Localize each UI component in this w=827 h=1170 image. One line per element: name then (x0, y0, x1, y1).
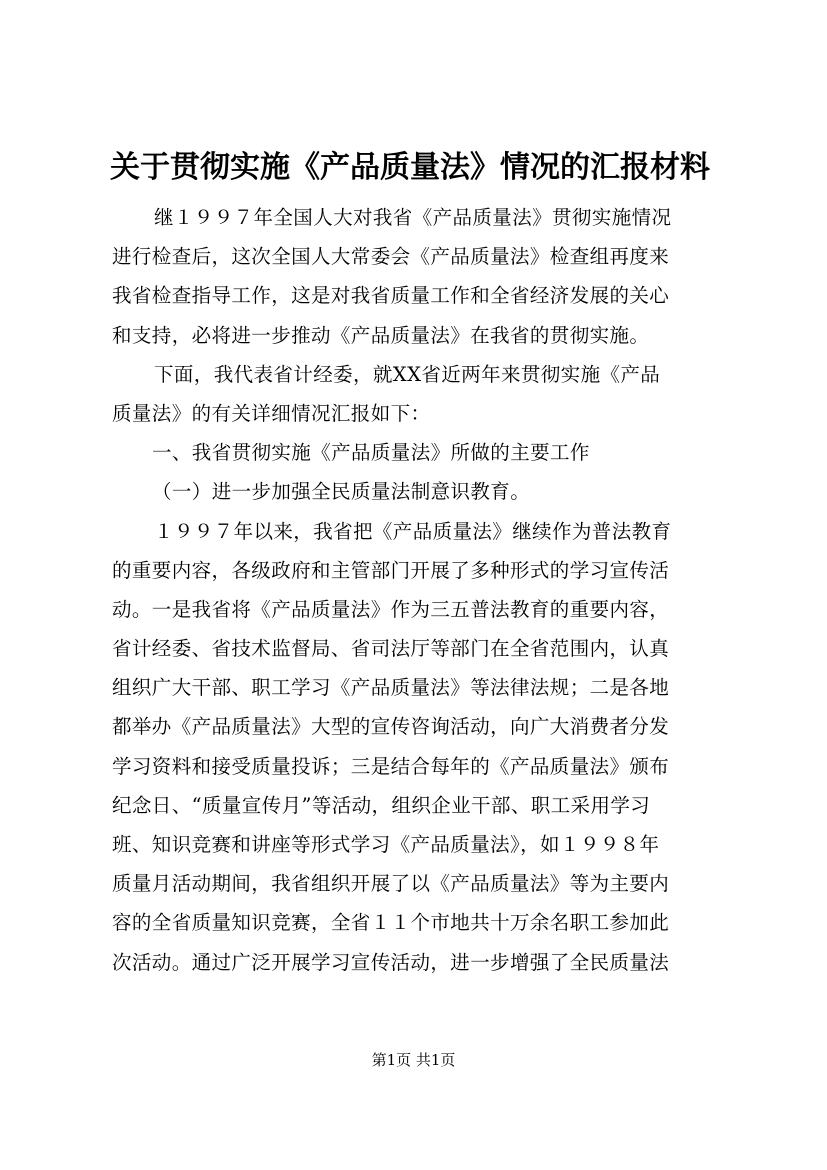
document-title: 关于贯彻实施《产品质量法》情况的汇报材料 (110, 150, 710, 185)
paragraph-line: 进行检查后，这次全国人大常委会《产品质量法》检查组再度来 (112, 245, 670, 269)
paragraph-line: 纪念日、“质量宣传月”等活动，组织企业干部、职工采用学习 (112, 793, 651, 817)
paragraph-line: 动。一是我省将《产品质量法》作为三五普法教育的重要内容， (112, 597, 670, 621)
paragraph-line: 都举办《产品质量法》大型的宣传咨询活动，向广大消费者分发 (112, 715, 670, 739)
paragraph-line: 省计经委、省技术监督局、省司法厅等部门在全省范围内，认真 (112, 637, 670, 661)
paragraph-line: 质量月活动期间，我省组织开展了以《产品质量法》等为主要内 (112, 872, 670, 896)
paragraph-line: 容的全省质量知识竞赛，全省１１个市地共十万余名职工参加此 (112, 911, 670, 935)
paragraph-line: 下面，我代表省计经委，就XX省近两年来贯彻实施《产品 (154, 362, 661, 386)
section-heading: 一、我省贯彻实施《产品质量法》所做的主要工作 (152, 441, 590, 465)
paragraph-line: 学习资料和接受质量投诉；三是结合每年的《产品质量法》颁布 (112, 754, 670, 778)
paragraph-line: １９９７年以来，我省把《产品质量法》继续作为普法教育 (154, 519, 672, 543)
paragraph-line: 班、知识竞赛和讲座等形式学习《产品质量法》，如１９９８年 (112, 833, 660, 856)
paragraph-line: 我省检查指导工作，这是对我省质量工作和全省经济发展的关心 (112, 284, 670, 308)
paragraph-line: 和支持，必将进一步推动《产品质量法》在我省的贯彻实施。 (112, 323, 650, 347)
subsection-heading: （一）进一步加强全民质量法制意识教育。 (152, 480, 531, 504)
paragraph-line: 继１９９７年全国人大对我省《产品质量法》贯彻实施情况 (154, 206, 672, 229)
page-footer: 第1页 共1页 (371, 1051, 456, 1069)
paragraph-line: 质量法》的有关详细情况汇报如下： (112, 401, 431, 425)
paragraph-line: 次活动。通过广泛开展学习宣传活动，进一步增强了全民质量法 (112, 950, 670, 974)
document-body (112, 198, 716, 982)
paragraph-line: 的重要内容，各级政府和主管部门开展了多种形式的学习宣传活 (112, 558, 670, 582)
paragraph-line: 组织广大干部、职工学习《产品质量法》等法律法规；二是各地 (112, 676, 670, 700)
